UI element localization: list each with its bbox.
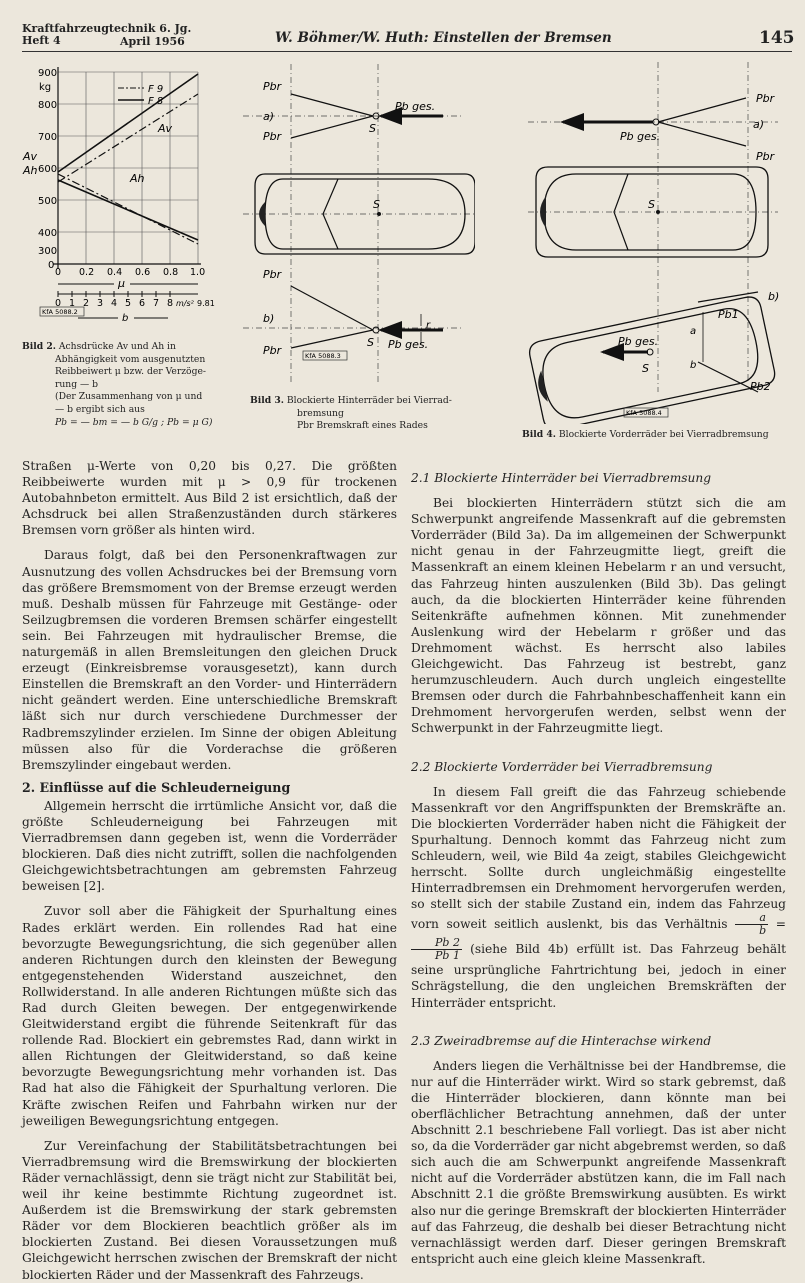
subsection-heading: 2.2 Blockierte Vorderräder bei Vierradbremsung (411, 759, 713, 774)
paragraph-text: In diesem Fall greift die das Fahrzeug schiebende Massenkraft vor den Angriffspunkten der Bremskräfte an. Die blockierten Vorderräder haben nicht die Fähigkeit der Spurhaltung. Dennoch kommt das Fahrzeug nicht zum Schleudern, weil, wie Bild 4a zeigt, stabiles Gleichgewicht herrscht. Sollte durch ungleichmäßig eingestellte Hinterradbremsen ein Drehmoment hervorgerufen werden, so stellt sich der stabile Zustand ein, indem das Fahrzeug vorn soweit seitlich auslenkt, bis das Verhältnis (411, 784, 786, 932)
fig2-btick: 8 (167, 298, 174, 309)
fig2-tag: KfA 5088.2 (42, 308, 78, 316)
fig2-btick: 6 (139, 298, 146, 309)
fig4-label: b (690, 360, 697, 371)
fig2-ylabel-ah: Ah (23, 164, 38, 177)
figure-3-diagram (243, 64, 475, 394)
fig2-ytick: 600 (38, 164, 58, 175)
fig2-curve-ah-f9 (58, 180, 198, 240)
fig2-xlabel: μ (118, 277, 125, 290)
fig2-caption-line: Reibbeiwert μ bzw. der Verzöge- (55, 366, 207, 378)
left-column (22, 458, 397, 1283)
fig2-xtick: 0.4 (107, 267, 123, 278)
journal-date: April 1956 (120, 35, 185, 48)
figure-4-caption (522, 429, 802, 442)
fig2-btick: 1 (69, 298, 76, 309)
fig2-ytick: 800 (38, 100, 58, 111)
fig2-curve-av-f8 (58, 94, 198, 182)
fig4-label: S (648, 198, 655, 211)
fig3-label: b) (263, 312, 275, 325)
fig2-b-label: b (122, 313, 129, 324)
fig2-btick: 5 (125, 298, 132, 309)
fig2-ytick: 500 (38, 196, 58, 207)
fig3-label: a) (263, 110, 275, 123)
paragraph: Zur Vereinfachung der Stabilitätsbetrachtungen bei Vierradbremsung wird die Bremswirkung der blockierten Räder vernachlässigt, denn sie trägt nicht zur Stabilität bei, weil ihr keine bestimmte Richtung zugeordnet ist. Außerdem ist die Bremswirkung der stark gebremsten Räder vor dem Blockieren beachtlich größer als im blockierten Zustand. Bei diesen Voraussetzungen muß Gleichgewicht herrschen zwischen der Bremskraft der nicht blockierten Räder und der Massenkraft des Fahrzeugs. (22, 1138, 397, 1282)
fig2-btick: 2 (83, 298, 90, 309)
paragraph-text: (siehe Bild 4b) erfüllt ist. Das Fahrzeug behält seine ursprüngliche Fahrtrichtung bei, jedoch in einer Schrägstellung, die den ungleichen Bremskräften der Hinterräder entspricht. (411, 942, 786, 1010)
fig2-xtick: 0.6 (135, 267, 151, 278)
fig4-label: Pb ges. (620, 130, 661, 143)
fig3-label: Pbr (263, 268, 282, 281)
ratio-ab (735, 912, 768, 937)
fig2-btick: 7 (153, 298, 160, 309)
fig2-ylabel-av: Av (23, 150, 38, 163)
subsection-heading: 2.3 Zweiradbremse auf die Hinterachse wirkend (411, 1033, 712, 1048)
fig2-curve-label-av: Av (158, 122, 173, 135)
fig4-label: Pb ges. (618, 335, 659, 348)
fig2-ytick: 300 (38, 246, 58, 257)
figure-2-chart (18, 62, 223, 337)
fig3-caption-line2: Pbr Bremskraft eines Rades (297, 420, 428, 432)
fig4-label: S (642, 362, 649, 375)
fig4-caption-label: Bild 4. (522, 429, 556, 440)
frac-den: b (759, 924, 767, 938)
fig2-grid (58, 72, 198, 264)
fig2-caption-line: (Der Zusammenhang von μ und (55, 391, 203, 403)
fig4-caption-text: Blockierte Vorderräder bei Vierradbremsung (558, 429, 769, 440)
fig3-tag: KfA 5088.3 (305, 352, 341, 360)
paragraph: Straßen μ-Werte von 0,20 bis 0,27. Die größten Reibbeiwerte wurden mit μ > 0,9 für trockenen Autobahnbeton ermittelt. Aus Bild 2 ist ersichtlich, daß der Achsdruck bei allen Straßenzuständen durch stärkeres Bremsen vorn größer als hinten wird. (22, 459, 397, 538)
fig2-ytick: 900 (38, 68, 58, 79)
fig3-label: Pbr (263, 80, 282, 93)
fig2-caption-line: rung — b (55, 378, 99, 390)
fig2-curve-label-ah: Ah (130, 172, 145, 185)
fig3-label: S (369, 122, 376, 135)
fig3-caption-line: Blockierte Hinterräder bei Vierrad- (286, 395, 452, 406)
fig2-legend-f8: F 8 (148, 96, 164, 107)
fig2-curve-ah-f8 (58, 174, 198, 244)
paragraph: Anders liegen die Verhältnisse bei der Handbremse, die nur auf die Hinterräder wirkt. Wird so stark gebremst, daß die Hinterräder blockieren, dann könnte man bei oberflächlicher Betrachtung annehmen, daß der unter Abschnitt 2.1 beschriebene Fall vorliegt. Das ist aber nicht so, da die Vorderräder gar nicht abgebremst werden, so daß sich auch die am Schwerpunkt angreifende Massenkraft nicht auf die Vorderräder abstützen kann, die im Fall nach Abschnitt 2.1 die größte Bremswirkung ausübten. Es wirkt also nur die geringe Bremskraft der blockierten Hinterräder auf das Fahrzeug, die deshalb bei dieser Betrachtung nicht vernachlässigt werden darf. Dieser geringen Bremskraft entspricht auch eine gleich kleine Massenkraft. (411, 1058, 786, 1266)
fig2-legend-f9: F 9 (148, 84, 164, 95)
frac-num: Pb 2 (411, 937, 462, 950)
header-rule (22, 51, 792, 52)
fig4-label: a) (753, 118, 765, 131)
fig2-btick: 0 (55, 298, 62, 309)
fig4-label: Pbr (756, 92, 775, 105)
journal-name: Kraftfahrzeugtechnik 6. Jg. (22, 22, 192, 35)
fig2-b-unit: m/s² (176, 299, 194, 308)
fig2-ytick: 400 (38, 228, 58, 239)
frac-den: Pb 1 (435, 949, 460, 963)
fig3-caption-line: bremsung (297, 407, 344, 419)
right-column (411, 470, 786, 1267)
fig4-tag: KfA 5088.4 (626, 409, 662, 417)
fig3-label: S (373, 198, 380, 211)
journal-issue: Heft 4 (22, 34, 61, 47)
fig3-label: r (426, 320, 431, 331)
paragraph: Allgemein herrscht die irrtümliche Ansicht vor, daß die größte Schleuderneigung bei Fahrzeugen mit Vierradbremsen dann gegeben ist, wenn die Vorderräder blockieren. Daß dies nicht zutrifft, sollen die nachfolgenden Gleichgewichtsbetrachtungen am gebremsten Fahrzeug beweisen [2]. (22, 798, 397, 894)
paragraph (411, 784, 786, 1011)
fig2-xtick: 1.0 (190, 267, 206, 278)
fig2-xtick: 0 (55, 267, 62, 278)
fig4-label: Pb2 (750, 380, 771, 393)
page-number: 145 (759, 28, 795, 48)
figure-3-caption (250, 395, 480, 433)
paragraph: Bei blockierten Hinterrädern stützt sich die am Schwerpunkt angreifende Massenkraft auf die gebremsten Vorderräder (Bild 3a). Da im allgemeinen der Schwerpunkt nicht genau in der Fahrzeugmitte liegt, greift die Massenkraft an einem kleinen Hebelarm r an und versucht, das Fahrzeug hinten auszulenken (Bild 3b). Das gelingt auch, da die blockierten Hinterräder keine führenden Seitenkräfte aufnehmen können. Mit zunehmender Auslenkung wird der Hebelarm r größer und das Drehmoment wächst. Es herrscht also labiles Gleichgewicht. Das Fahrzeug ist bestrebt, ganz herumzuschleudern. Auch durch ungleich eingestellte Bremsen oder durch die Fahrbahnbeschaffenheit kann ein Drehmoment hervorgerufen werden, selbst wenn der Schwerpunkt in der Fahrzeugmitte liegt. (411, 496, 786, 736)
fig2-curve-av-f9 (58, 74, 198, 172)
fig2-caption-label: Bild 2. (22, 341, 56, 352)
fig4-label: Pb1 (718, 308, 739, 321)
fig2-ytick: 700 (38, 132, 58, 143)
fig2-btick: 3 (97, 298, 104, 309)
fig2-xtick: 0.8 (163, 267, 179, 278)
fig2-b-end: 9.81 (197, 299, 215, 308)
paragraph: Daraus folgt, daß bei den Personenkraftwagen zur Ausnutzung des vollen Achsdruckes bei der Bremsung vorn das größere Bremsmoment von der Bremse erzeugt werden muß. Deshalb müssen für Fahrzeuge mit Gestänge- oder Seilzugbremsen die vorderen Bremsen schärfer eingestellt sein. Bei Fahrzeugen mit hydraulischer Bremse, die naturgemäß in allen Bremsleitungen den gleichen Druck erzeugt (Einkreisbremse vorausgesetzt), kann durch Einstellen die Bremskraft an den Vorder- und Hinterrädern nicht geändert werden. Eine unterschiedliche Bremskraft läßt sich nur durch verschiedene Durchmesser der Radbremszylinder erzielen. Im Sinne der obigen Ableitung müssen also für die Vorderachse die größeren Bremszylinder eingebaut werden. (22, 548, 397, 772)
section-heading: 2. Einflüsse auf die Schleuderneigung (22, 779, 291, 795)
frac-num: a (735, 912, 768, 925)
fig3-label: S (367, 336, 374, 349)
figure-4-diagram (528, 62, 788, 424)
fig3-label: Pbr (263, 344, 282, 357)
fig4-label: a (690, 326, 697, 337)
fig3-label: Pb ges. (395, 100, 436, 113)
equals-sign: = (775, 917, 787, 932)
fig4-label: Pbr (756, 150, 775, 163)
fig2-ytick: 0 (48, 260, 55, 271)
fig3-caption-label: Bild 3. (250, 395, 284, 406)
figure-2-caption (22, 341, 222, 429)
article-title: W. Böhmer/W. Huth: Einstellen der Bremsen (275, 30, 612, 46)
fig2-caption-line: Abhängigkeit vom ausgenutzten (55, 353, 206, 365)
fig2-caption-line: — b ergibt sich aus (55, 403, 145, 415)
fig2-btick: 4 (111, 298, 118, 309)
fig3-label: Pbr (263, 130, 282, 143)
subsection-heading: 2.1 Blockierte Hinterräder bei Vierradbremsung (411, 471, 712, 485)
fig2-xtick: 0.2 (79, 267, 95, 278)
paragraph: Zuvor soll aber die Fähigkeit der Spurhaltung eines Rades erklärt werden. Ein rollendes Rad hat eine bevorzugte Bewegungsrichtung, die sich gegenüber allen anderen Richtungen durch den kleinsten der Bewegung entgegenstehenden Widerstand auszeichnet, den Rollwiderstand. In alle anderen Richtungen müßte sich das Rad durch Gleiten bewegen. Der entgegenwirkende Gleitwiderstand ergibt die führende Seitenkraft für das rollende Rad. Blockiert ein gebremstes Rad, dann wirkt in allen Richtungen der Gleitwiderstand, so daß keine bevorzugte Bewegungsrichtung mehr vorhanden ist. Das Rad hat also die Fähigkeit der Spurhaltung verloren. Die Kräfte zwischen Reifen und Fahrbahn wirken nur der jeweiligen Bewegungsrichtung entgegen. (22, 904, 397, 1128)
ratio-pb (411, 937, 462, 962)
fig2-caption-formula: Pb = — bm = — b G/g ; Pb = μ G) (55, 416, 213, 428)
fig2-y-unit: kg (39, 82, 52, 93)
fig4-label: b) (768, 290, 780, 303)
fig2-caption-line: Achsdrücke Av und Ah in (58, 341, 176, 352)
fig3-label: Pb ges. (388, 338, 429, 351)
